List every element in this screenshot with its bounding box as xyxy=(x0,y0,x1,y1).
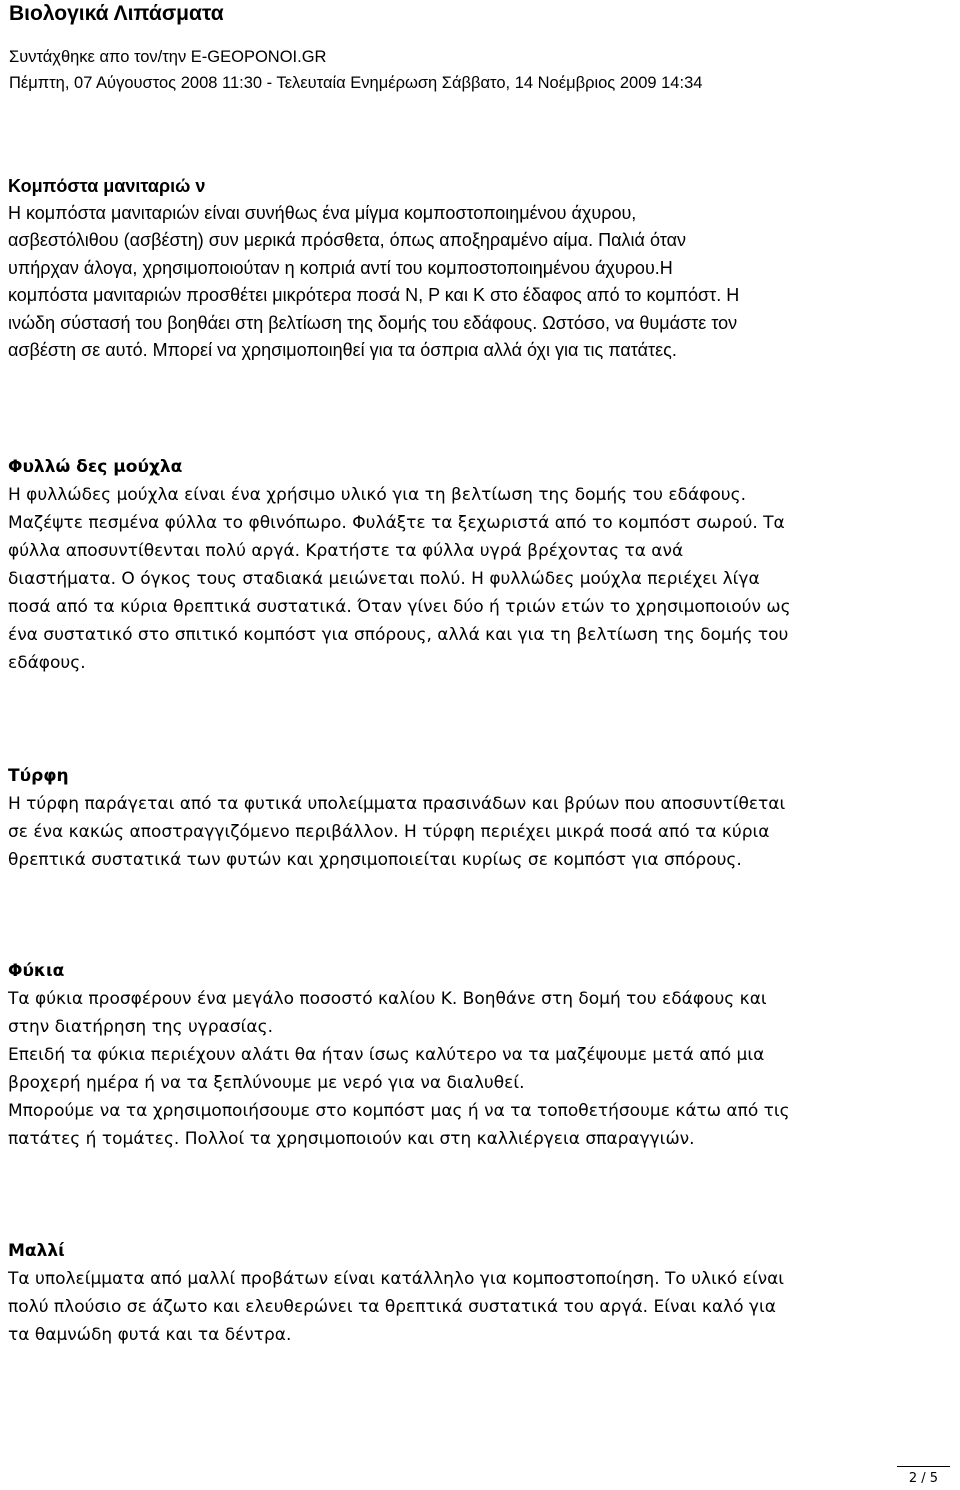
section-paragraph: Η κομπόστα μανιταριών είναι συνήθως ένα μίγμα κομποστοποιημένου άχυρου, ασβεστόλιθου (ασβέστη) συν μερικά πρόσθετα, όπως αποξηραμένο αίμα. Παλιά όταν υπήρχαν άλογα, χρησιμοποιούταν η κοπριά αντί του κομποστοποιημένου άχυρου.Η κομπόστα μανιταριών προσθέτει μικρότερα ποσά N, P και K στο έδαφος από το κομπόστ. Η ινώδη σύστασή του βοηθάει στη βελτίωση της δομής του εδάφους. Ωστόσο, να θυμάστε τον ασβέστη σε αυτό. Μπορεί να χρησιμοποιηθεί για τα όσπρια αλλά όχι για τις πατάτες. xyxy=(8,203,740,361)
footer-divider xyxy=(897,1466,950,1467)
section-paragraph: Η φυλλώδες μούχλα είναι ένα χρήσιμο υλικό για τη βελτίωση της δομής του εδάφους. Μαζέψτε πεσμένα φύλλα το φθινόπωρο. Φυλάξτε τα ξεχωριστά από το κομπόστ σωρού. Τα φύλλα αποσυντίθενται πολύ αργά. Κρατήστε τα φύλλα υγρά βρέχοντας τα ανά διαστήματα. Ο όγκος τους σταδιακά μειώνεται πολύ. Η φυλλώδες μούχλα περιέχει λίγα ποσά από τα κύρια θρεπτικά συστατικά. Όταν γίνει δύο ή τριών ετών το χρησιμοποιούν ως ένα συστατικό στο σπιτικό κομπόστ για σπόρους, αλλά και για τη βελτίωση της δομής του εδάφους. xyxy=(8,485,791,673)
section-mushroom-compost xyxy=(8,172,952,364)
section-paragraph: Μπορούμε να τα χρησιμοποιήσουμε στο κομπόστ μας ή να τα τοποθετήσουμε κάτω από τις πατάτες ή τομάτες. Πολλοί τα χρησιμοποιούν και στη καλλιέργεια σπαραγγιών. xyxy=(8,1101,790,1149)
section-title: Φυλλώ δες μούχλα xyxy=(8,457,183,477)
section-paragraph: Η τύρφη παράγεται από τα φυτικά υπολείμματα πρασινάδων και βρύων που αποσυντίθεται σε ένα κακώς αποστραγγιζόμενο περιβάλλον. Η τύρφη περιέχει μικρά ποσά από τα κύρια θρεπτικά συστατικά των φυτών και χρησιμοποιείται κυρίως σε κομπόστ για σπόρους. xyxy=(8,794,786,870)
section-peat xyxy=(8,762,952,874)
page-title: Βιολογικά Λιπάσματα xyxy=(9,2,224,25)
section-title: Μαλλί xyxy=(8,1241,65,1261)
section-seaweed xyxy=(8,957,952,1153)
section-paragraph: Τα φύκια προσφέρουν ένα μεγάλο ποσοστό καλίου K. Βοηθάνε στη δομή του εδάφους και στην διατήρηση της υγρασίας. xyxy=(8,989,767,1037)
section-leaf-mold xyxy=(8,453,952,677)
section-title: Κομπόστα μανιταριώ ν xyxy=(8,176,206,196)
author-line: Συντάχθηκε απο τον/την E-GEOPONOI.GR xyxy=(9,48,327,66)
section-wool xyxy=(8,1237,952,1349)
section-title: Τύρφη xyxy=(8,766,69,786)
section-paragraph: Τα υπολείμματα από μαλλί προβάτων είναι κατάλληλο για κομποστοποίηση. Το υλικό είναι πολύ πλούσιο σε άζωτο και ελευθερώνει τα θρεπτικά συστατικά του αργά. Είναι καλό για τα θαμνώδη φυτά και τα δέντρα. xyxy=(8,1269,785,1345)
page-number: 2 / 5 xyxy=(908,1471,938,1486)
section-paragraph: Επειδή τα φύκια περιέχουν αλάτι θα ήταν ίσως καλύτερο να τα μαζέψουμε μετά από μια βροχερή ημέρα ή να τα ξεπλύνουμε με νερό για να διαλυθεί. xyxy=(8,1045,765,1093)
dates-line: Πέμπτη, 07 Αύγουστος 2008 11:30 - Τελευταία Ενημέρωση Σάββατο, 14 Νοέμβριος 2009 14:34 xyxy=(9,74,703,92)
section-title: Φύκια xyxy=(8,961,65,981)
